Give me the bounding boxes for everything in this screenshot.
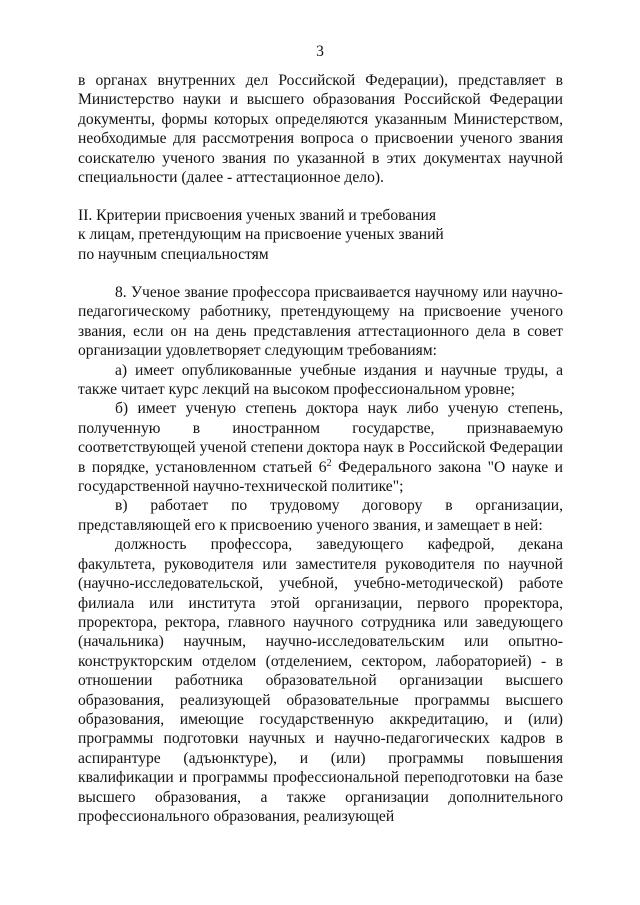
page-number: 3: [316, 43, 324, 60]
section-heading: [78, 206, 563, 264]
item-v: в) работает по трудовому договору в организации, представляющей его к присвоению ученого звания, и замещает в ней:: [78, 497, 563, 534]
item-a: а) имеет опубликованные учебные издания и научные труды, а также читает курс лекций на высоком профессиональном уровне;: [78, 361, 563, 399]
heading-line-3: по научным специальностям: [78, 245, 269, 263]
item-8: 8. Ученое звание профессора присваивается научному или научно-педагогическому работнику, претендующему на присвоение ученого звания, если он на день представления аттестационного дела в совет организации удовлетворяет следующим требованиям:: [78, 284, 563, 360]
item-b-superscript: 2: [326, 457, 332, 469]
item-b-text-end: Федерального закона "О науке и государственной научно-технической политике";: [78, 458, 563, 496]
section-body: [78, 283, 563, 826]
item-b-text: б) имеет ученую степень доктора наук либо ученую степень, полученную в иностранном государстве, признаваемую соответствующей ученой степени доктора наук в Российской Федерации в порядке, установленном статьей 6: [78, 400, 563, 476]
continuation-paragraph: [78, 71, 563, 187]
heading-line-1: II. Критерии присвоения ученых званий и требования: [78, 207, 437, 224]
paragraph: в органах внутренних дел Российской Федерации), представляет в Министерство науки и высшего образования Российской Федерации документы, формы которых определяются указанным Министерством, необходимые для рассмотрения вопроса о присвоении ученого звания соискателю ученого звания по указанной в этих документах научной специальности (далее - аттестационное дело).: [78, 72, 563, 187]
item-b: [78, 399, 563, 496]
item-positions: должность профессора, заведующего кафедрой, декана факультета, руководителя или заместителя руководителя по научной (научно-исследовательской, учебной, учебно-методической) работе филиала или института этой организации, первого проректора, проректора, ректора, главного научного сотрудника или заведующего (начальника) научным, научно-исследовательским или опытно-конструкторским отделом (отделением, сектором, лабораторией) - в отношении работника образовательной организации высшего образования, реализующей образовательные программы высшего образования, имеющие государственную аккредитацию, и (или) программы подготовки научных и научно-педагогических кадров в аспирантуре (адъюнктуре), и (или) программы повышения квалификации и программы профессиональной переподготовки на базе высшего образования, а также организации дополнительного профессионального образования, реализующей: [78, 536, 563, 825]
heading-line-2: к лицам, претендующим на присвоение ученых званий: [78, 226, 444, 244]
